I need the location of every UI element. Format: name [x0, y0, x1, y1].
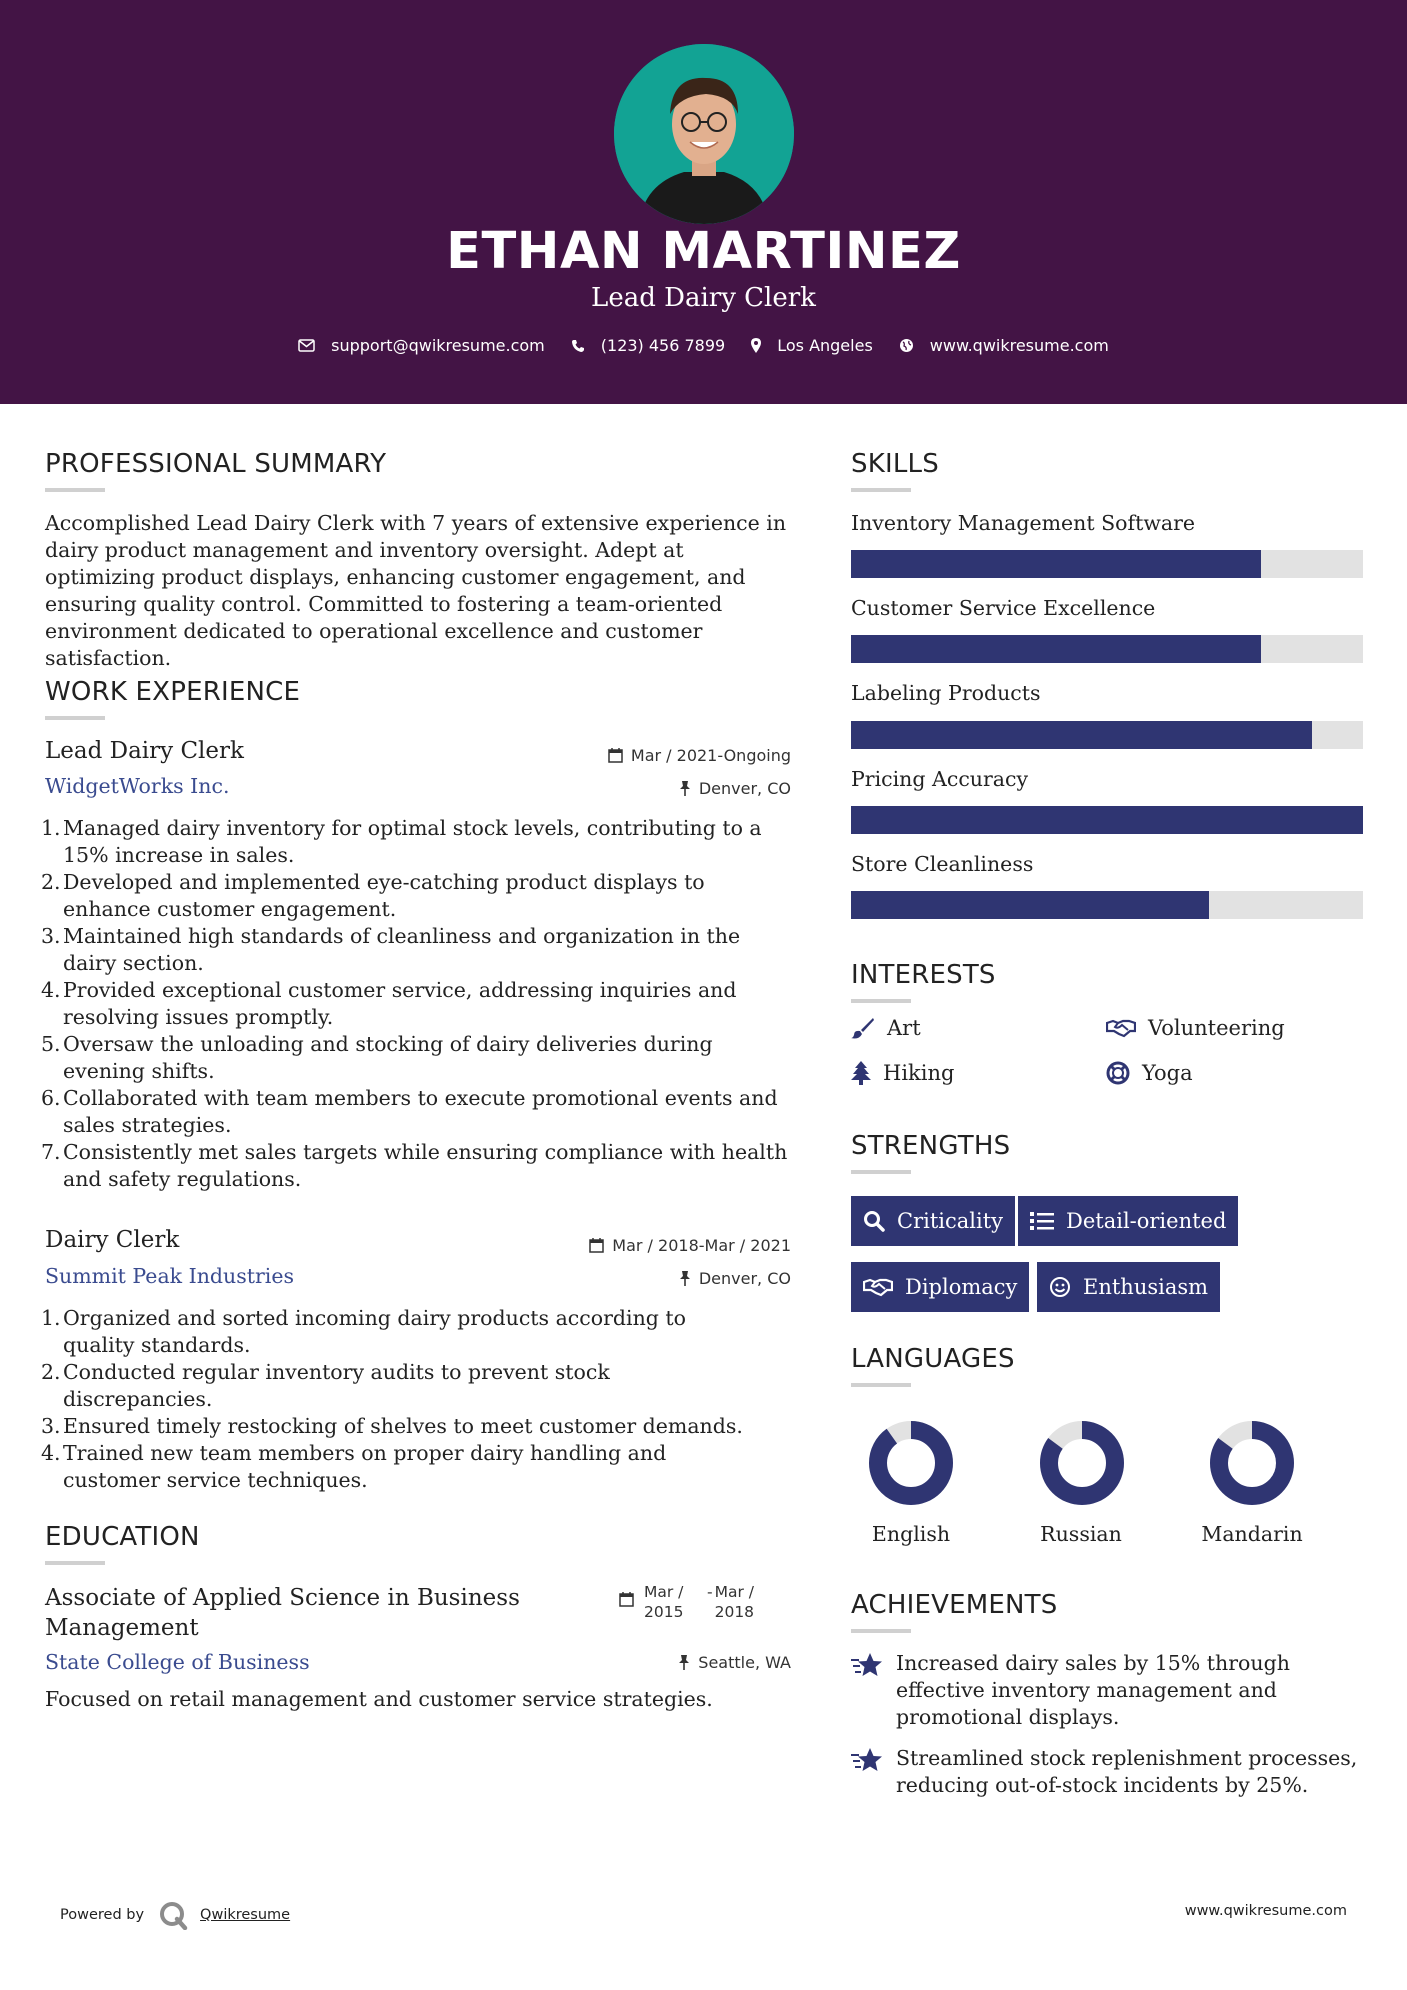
achievement-item — [851, 1650, 1371, 1731]
list-item: 1. Managed dairy inventory for optimal stock levels, contributing to a 15% increase in sales. — [41, 816, 762, 867]
interest-label: Hiking — [883, 1061, 955, 1085]
pushpin-icon — [679, 781, 691, 796]
handshake-icon — [1106, 1018, 1136, 1038]
skill-bar-fill — [851, 891, 1209, 919]
skill-bar-fill — [851, 635, 1261, 663]
search-icon — [863, 1210, 885, 1232]
qwikresume-logo-icon — [158, 1900, 188, 1930]
interest-item — [851, 1016, 921, 1040]
job-dates — [589, 1236, 791, 1255]
envelope-icon — [298, 339, 315, 352]
tree-icon — [851, 1061, 871, 1085]
strength-label: Enthusiasm — [1083, 1275, 1209, 1299]
skill-label: Pricing Accuracy — [851, 767, 1029, 791]
education-start: Mar / 2015 — [644, 1583, 684, 1621]
globe-icon — [899, 338, 914, 353]
skill-bar-fill — [851, 550, 1261, 578]
interest-label: Yoga — [1142, 1061, 1193, 1085]
strengths-heading: STRENGTHS — [851, 1131, 1011, 1161]
company-name: Summit Peak Industries — [45, 1264, 294, 1288]
interest-label: Art — [887, 1016, 921, 1040]
achievement-text: Increased dairy sales by 15% through effective inventory management and promotional displays. — [896, 1651, 1290, 1729]
strength-label: Detail-oriented — [1066, 1209, 1227, 1233]
smile-icon — [1049, 1276, 1071, 1298]
calendar-icon — [619, 1592, 634, 1607]
map-pin-icon — [751, 338, 761, 353]
skill-bar — [851, 891, 1363, 919]
strength-tag — [851, 1262, 1029, 1312]
education-dates — [619, 1582, 760, 1622]
skill-label: Customer Service Excellence — [851, 596, 1156, 620]
list-item: 3. Ensured timely restocking of shelves to meet customer demands. — [41, 1414, 743, 1438]
contact-bar — [0, 336, 1407, 355]
qwikresume-link[interactable]: Qwikresume — [200, 1907, 291, 1923]
star-icon — [851, 1652, 884, 1678]
list-item: 6. Collaborated with team members to execute promotional events and sales strategies. — [41, 1086, 778, 1137]
summary-divider — [45, 488, 105, 492]
lifebuoy-icon — [1106, 1061, 1130, 1085]
profile-photo — [614, 44, 794, 224]
list-item: 5. Oversaw the unloading and stocking of dairy deliveries during evening shifts. — [41, 1032, 713, 1083]
experience-divider — [45, 716, 105, 720]
achievements-heading: ACHIEVEMENTS — [851, 1590, 1058, 1620]
education-location — [678, 1653, 791, 1672]
powered-by-text: Powered by — [60, 1907, 145, 1923]
education-divider — [45, 1561, 105, 1565]
pushpin-icon — [678, 1655, 690, 1670]
achievement-item — [851, 1745, 1371, 1799]
language-rings — [851, 1410, 1371, 1520]
calendar-icon — [608, 748, 623, 763]
list-item: 2. Conducted regular inventory audits to prevent stock discrepancies. — [41, 1360, 610, 1411]
contact-location — [751, 336, 873, 355]
handshake-icon — [863, 1277, 893, 1297]
job-dates-text: Mar / 2021-Ongoing — [630, 746, 791, 765]
job-dates — [608, 746, 791, 765]
skill-bar — [851, 635, 1363, 663]
education-end: Mar / 2018 — [714, 1583, 755, 1621]
skill-label: Store Cleanliness — [851, 852, 1034, 876]
contact-phone[interactable] — [571, 336, 725, 355]
education-note: Focused on retail management and customer service strategies. — [45, 1687, 713, 1711]
paintbrush-icon — [851, 1017, 875, 1039]
phone-text: (123) 456 7899 — [600, 336, 726, 355]
candidate-name: ETHAN MARTINEZ — [446, 222, 961, 281]
skill-bar-fill — [851, 721, 1312, 749]
language-label: Russian — [1040, 1522, 1122, 1546]
job-location-text: Denver, CO — [698, 1269, 791, 1288]
interest-item — [851, 1061, 954, 1085]
footer-website[interactable]: www.qwikresume.com — [1184, 1903, 1347, 1919]
contact-email[interactable] — [298, 336, 545, 355]
interest-label: Volunteering — [1148, 1016, 1285, 1040]
education-heading: EDUCATION — [45, 1522, 200, 1552]
footer-powered — [60, 1900, 290, 1930]
phone-icon — [571, 339, 585, 353]
skills-divider — [851, 488, 911, 492]
skills-heading: SKILLS — [851, 449, 939, 479]
job-dates-text: Mar / 2018-Mar / 2021 — [612, 1236, 791, 1255]
language-ring-english — [878, 1430, 944, 1496]
summary-heading: PROFESSIONAL SUMMARY — [45, 449, 387, 479]
strength-tag — [851, 1196, 1015, 1246]
education-date-separator: - — [707, 1583, 713, 1601]
job-title: Dairy Clerk — [45, 1227, 180, 1253]
strength-tag — [1037, 1262, 1220, 1312]
interests-divider — [851, 999, 911, 1003]
skill-bar-fill — [851, 806, 1363, 834]
education-location-text: Seattle, WA — [698, 1653, 791, 1672]
list-icon — [1030, 1211, 1054, 1231]
person-avatar-icon — [614, 44, 794, 224]
skill-label: Inventory Management Software — [851, 511, 1196, 535]
contact-website[interactable] — [899, 336, 1109, 355]
skill-bar — [851, 550, 1363, 578]
star-icon — [851, 1747, 884, 1773]
languages-heading: LANGUAGES — [851, 1344, 1015, 1374]
achievements-divider — [851, 1629, 911, 1633]
job-bullets — [41, 815, 790, 1193]
list-item: 4. Trained new team members on proper dairy handling and customer service techniques. — [41, 1441, 667, 1492]
strength-label: Criticality — [897, 1209, 1003, 1233]
list-item: 7. Consistently met sales targets while ensuring compliance with health and safety regulations. — [41, 1140, 788, 1191]
company-name: WidgetWorks Inc. — [45, 774, 230, 798]
skill-bar — [851, 806, 1363, 834]
summary-text: Accomplished Lead Dairy Clerk with 7 years of extensive experience in dairy product management and inventory oversight. Adept at optimizing product displays, enhancing customer engagement, and ensuring quality control. Committed to fostering a team-oriented environment dedicated to operational excellence and customer satisfaction. — [45, 511, 787, 670]
email-text: support@qwikresume.com — [331, 336, 545, 355]
strengths-divider — [851, 1170, 911, 1174]
list-item: 4. Provided exceptional customer service, addressing inquiries and resolving issues promptly. — [41, 978, 737, 1029]
school-name: State College of Business — [45, 1650, 310, 1674]
languages-divider — [851, 1383, 911, 1387]
interest-item — [1106, 1016, 1285, 1040]
location-text: Los Angeles — [777, 336, 873, 355]
strength-label: Diplomacy — [905, 1275, 1018, 1299]
interest-item — [1106, 1061, 1193, 1085]
job-location-text: Denver, CO — [698, 779, 791, 798]
job-location — [679, 1269, 791, 1288]
strength-tag — [1018, 1196, 1238, 1246]
skill-label: Labeling Products — [851, 681, 1041, 705]
candidate-role: Lead Dairy Clerk — [591, 283, 816, 313]
website-text: www.qwikresume.com — [929, 336, 1109, 355]
language-label: Mandarin — [1201, 1522, 1303, 1546]
degree-title: Associate of Applied Science in Business Management — [45, 1585, 520, 1641]
pushpin-icon — [679, 1271, 691, 1286]
job-location — [679, 779, 791, 798]
language-label: English — [871, 1522, 951, 1546]
calendar-icon — [589, 1238, 604, 1253]
list-item: 2. Developed and implemented eye-catching product displays to enhance customer engagement. — [41, 870, 705, 921]
job-title: Lead Dairy Clerk — [45, 738, 244, 764]
job-bullets — [41, 1305, 745, 1494]
list-item: 1. Organized and sorted incoming dairy products according to quality standards. — [41, 1306, 687, 1357]
achievement-text: Streamlined stock replenishment processes, reducing out-of-stock incidents by 25%. — [896, 1746, 1358, 1797]
skill-bar — [851, 721, 1363, 749]
resume-header — [0, 0, 1407, 404]
interests-heading: INTERESTS — [851, 960, 996, 990]
experience-heading: WORK EXPERIENCE — [45, 677, 301, 707]
list-item: 3. Maintained high standards of cleanliness and organization in the dairy section. — [41, 924, 741, 975]
